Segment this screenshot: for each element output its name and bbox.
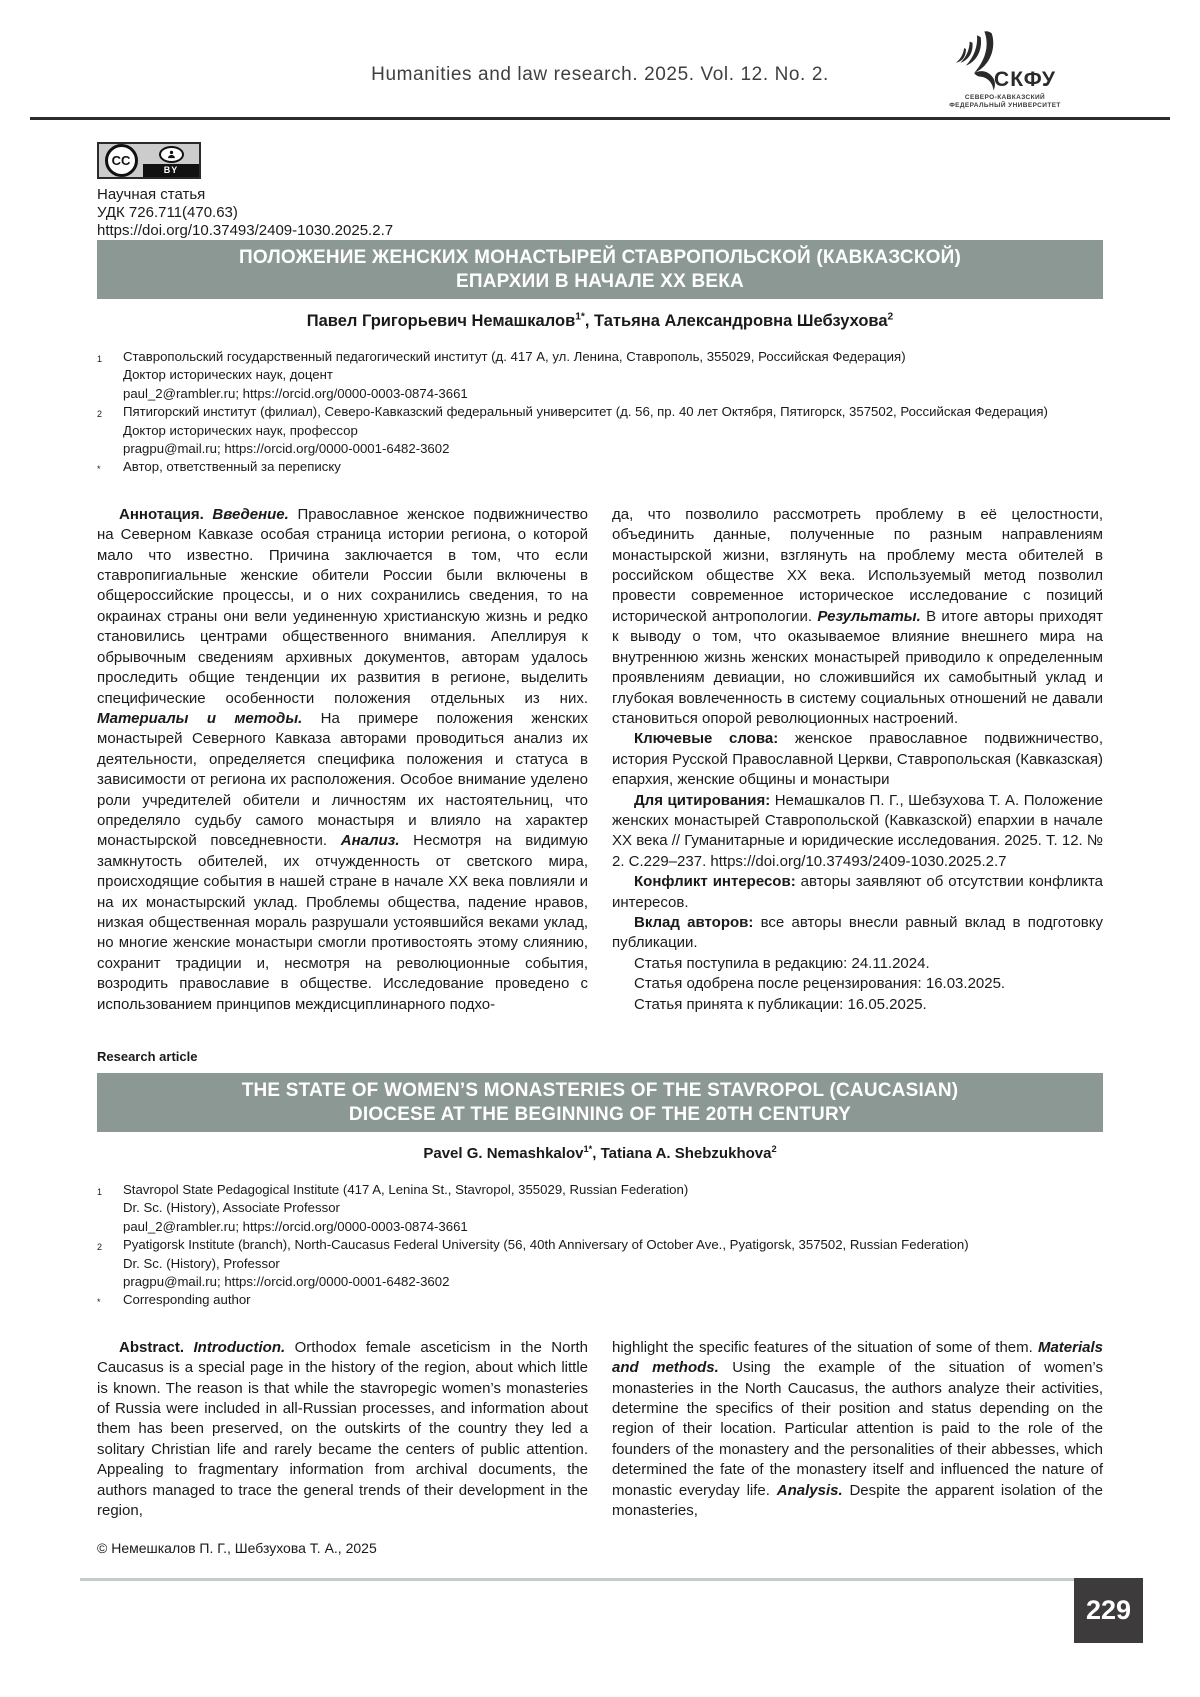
affiliation-institution: Автор, ответственный за переписку xyxy=(123,459,341,475)
article-title-en xyxy=(97,1073,1103,1132)
abstract-ru-text: Аннотация. Введение. Православное женское подвижничество на Северном Кавказе особая страница истории региона, о которой мало что известно. Причина заключается в том, что если ставропигиальные женские обители России были включены в общероссийские процессы, и о них сохранились сведения, то на окраинах страны они вели уединенную христианскую жизнь и редко становились центрами общественного внимания. Апеллируя к обрывочным сведениям архивных документов, авторам удалось проследить общие тенденции их развития в регионе, выделить специфические особенности положения отдельных из них. Материалы и методы. На примере положения женских монастырей Северного Кавказа авторами проводиться анализ их деятельности, определяется специфика положения и статуса в зависимости от региона их расположения. Особое внимание уделено роли учредителей обители и личностям их настоятельниц, что определяло судьбу самого монастыря и влияло на характер монастырской повседневности. Анализ. Несмотря на видимую замкнутость обителей, их отчужденность от светского мира, происходящие события в нашей стране в начале XX века повлияли и на их монастырский уклад. Проблемы общества, падение нравов, низкая общественная мораль разрушали устоявшийся веками уклад, но многие женские монастыри смогли противостоять этому слиянию, сохранит традиции и, несмотря на революционные события, возродить православие в обществе. Исследование проведено с использованием принципов междисциплинарного подхо- xyxy=(97,505,589,1013)
affiliation-row xyxy=(97,348,1103,403)
citation-ru: Для цитирования: Немашкалов П. Г., Шебзухова Т. А. Положение женских монастырей Ставропольской (Кавказской) епархии в начале XX века // Гуманитарные и юридические исследования. 2025. Т. 12. № 2. С.229–237. https://doi.org/10.37493/2409-1030.2025.2.7 xyxy=(612,791,1103,870)
date-accepted: Статья принята к публикации: 16.05.2025. xyxy=(634,995,927,1013)
logo-subtitle-line2: ФЕДЕРАЛЬНЫЙ УНИВЕРСИТЕТ xyxy=(949,102,1061,109)
udc-code: УДК 726.711(470.63) xyxy=(97,204,238,221)
article-title-ru-line2: ЕПАРХИИ В НАЧАЛЕ XX ВЕКА xyxy=(456,271,744,292)
conflict-of-interest-ru: Конфликт интересов: авторы заявляют об отсутствии конфликта интересов. xyxy=(612,873,1103,911)
by-label: BY xyxy=(143,164,199,177)
cc-icon: CC xyxy=(105,144,138,177)
cc-by-license-badge[interactable] xyxy=(97,142,201,179)
affiliation-role: Dr. Sc. (History), Associate Professor xyxy=(123,1200,340,1216)
affiliations-ru xyxy=(97,348,1103,479)
date-received: Статья поступила в редакцию: 24.11.2024. xyxy=(634,954,930,972)
affiliation-row xyxy=(97,1291,1103,1311)
keywords-ru: Ключевые слова: женское православное подвижничество, история Русской Православной Церкви, Ставропольская (Кавказская) епархия, женские общины и монастыри xyxy=(612,730,1103,789)
logo-subtitle-line1: СЕВЕРО-КАВКАЗСКИЙ xyxy=(964,94,1046,101)
affiliation-contact[interactable]: pragpu@mail.ru; https://orcid.org/0000-0001-6482-3602 xyxy=(123,1274,450,1290)
logo-abbreviation: СКФУ xyxy=(994,68,1056,91)
affiliation-marker: 1 xyxy=(97,354,103,364)
abstract-ru-continuation: да, что позволило рассмотреть проблему в её целостности, объединить данные, полученные по разным направлениям монастырской жизни, взглянуть на проблему места обителей в российском обществе XX века. Используемый метод позволил провести современное историческое исследование с позиций исторической антропологии. Результаты. В итоге авторы приходят к выводу о том, что оказываемое влияние внешнего мира на внутреннюю жизнь женских монастырей приводило к определенным проявлениям девиации, но сложившийся их самобытный уклад и глубокая вовлеченность в систему социальных отношений не давали становиться опорой революционных настроений. xyxy=(612,505,1103,727)
affiliations-en xyxy=(97,1181,1103,1312)
article-title-ru-line1: ПОЛОЖЕНИЕ ЖЕНСКИХ МОНАСТЫРЕЙ СТАВРОПОЛЬСКОЙ (КАВКАЗСКОЙ) xyxy=(238,247,961,268)
affiliation-marker: * xyxy=(97,1297,101,1308)
affiliation-role: Доктор исторических наук, профессор xyxy=(123,422,358,438)
abstract-en xyxy=(97,1338,1103,1522)
affiliation-institution: Ставропольский государственный педагогический институт (д. 417 А, ул. Ленина, Ставрополь, 355029, Российская Федерация) xyxy=(123,349,906,364)
affiliation-contact[interactable]: pragpu@mail.ru; https://orcid.org/0000-0001-6482-3602 xyxy=(123,441,450,457)
article-meta xyxy=(97,142,1103,240)
footer-divider xyxy=(80,1578,1143,1581)
affiliation-role: Доктор исторических наук, доцент xyxy=(123,367,333,383)
abstract-ru xyxy=(97,505,1103,1015)
university-logo xyxy=(946,30,1064,110)
affiliation-marker: 2 xyxy=(97,409,103,420)
header-divider xyxy=(30,117,1170,120)
affiliation-row xyxy=(97,1236,1103,1291)
affiliation-marker: 1 xyxy=(97,1187,103,1197)
affiliation-institution: Corresponding author xyxy=(123,1292,251,1308)
journal-title: Humanities and law research. 2025. Vol. 12. No. 2. xyxy=(371,64,829,85)
affiliation-row xyxy=(97,1181,1103,1236)
page-header xyxy=(0,0,1200,117)
affiliation-institution: Stavropol State Pedagogical Institute (417 A, Lenina St., Stavropol, 355029, Russian Federation) xyxy=(123,1182,689,1197)
doi-link[interactable]: https://doi.org/10.37493/2409-1030.2025.2.7 xyxy=(97,222,394,239)
authors-en: Pavel G. Nemashkalov$^{1*}$, Tatiana A. Shebzukhova$^2$ xyxy=(423,1144,777,1162)
affiliation-institution: Pyatigorsk Institute (branch), North-Caucasus Federal University (56, 40th Anniversary of October Ave., Pyatigorsk, 357502, Russian Federation) xyxy=(123,1237,969,1253)
page-number: 229 xyxy=(1074,1578,1143,1643)
copyright-line: © Немешкалов П. Г., Шебзухова Т. А., 2025 xyxy=(97,1539,377,1556)
article-title-en-line2: DIOCESE AT THE BEGINNING OF THE 20TH CENTURY xyxy=(348,1104,852,1125)
article-type: Научная статья xyxy=(97,186,206,203)
research-article-label: Research article xyxy=(97,1049,198,1064)
attribution-person-icon xyxy=(159,146,184,163)
abstract-en-text: Abstract. Introduction. Orthodox female asceticism in the North Caucasus is a special page in the history of the region, about which little is known. The reason is that while the stavropegic women’s monasteries of Russia were included in all-Russian processes, and information about them has been preserved, on the outskirts of the country they led a solitary Christian life and rarely became the centers of public attention. Appealing to fragmentary information from archival documents, the authors managed to trace the general trends of their development in the region, xyxy=(97,1338,588,1520)
abstract-ru-left-column xyxy=(97,505,588,1015)
affiliation-contact[interactable]: paul_2@rambler.ru; https://orcid.org/0000-0003-0874-3661 xyxy=(123,385,468,401)
authors-contribution-ru: Вклад авторов: все авторы внесли равный вклад в подготовку публикации. xyxy=(612,913,1104,952)
affiliation-contact[interactable]: paul_2@rambler.ru; https://orcid.org/0000-0003-0874-3661 xyxy=(123,1218,468,1234)
affiliation-row xyxy=(97,403,1103,458)
affiliation-marker: * xyxy=(97,464,101,475)
affiliation-row xyxy=(97,458,1103,478)
affiliation-institution: Пятигорский институт (филиал), Северо-Кавказский федеральный университет (д. 56, пр. 40 лет Октября, Пятигорск, 357502, Российская Федерация) xyxy=(123,404,1048,420)
abstract-en-right-column xyxy=(612,1338,1103,1522)
article-title-en-line1: THE STATE OF WOMEN’S MONASTERIES OF THE STAVROPOL (CAUCASIAN) xyxy=(241,1080,959,1101)
affiliation-role: Dr. Sc. (History), Professor xyxy=(123,1255,280,1271)
article-title-ru xyxy=(97,240,1103,299)
abstract-ru-right-column xyxy=(612,505,1103,1015)
abstract-en-left-column xyxy=(97,1338,588,1522)
abstract-en-continuation: highlight the specific features of the situation of some of them. Materials and methods. Using the example of the situation of women’s monasteries in the North Caucasus, the authors analyze their activities, determine the specifics of their position and status depending on the region of their location. Particular attention is paid to the role of the founders of the monastery and the personalities of their abbesses, which determined the fate of the monastery itself and influenced the nature of monastic everyday life. Analysis. Despite the apparent isolation of the monasteries, xyxy=(612,1338,1103,1520)
authors-ru: Павел Григорьевич Немашкалов$^{1*}$, Татьяна Александровна Шебзухова$^2$ xyxy=(306,311,894,330)
affiliation-marker: 2 xyxy=(97,1242,103,1253)
date-approved: Статья одобрена после рецензирования: 16.03.2025. xyxy=(634,975,1006,993)
